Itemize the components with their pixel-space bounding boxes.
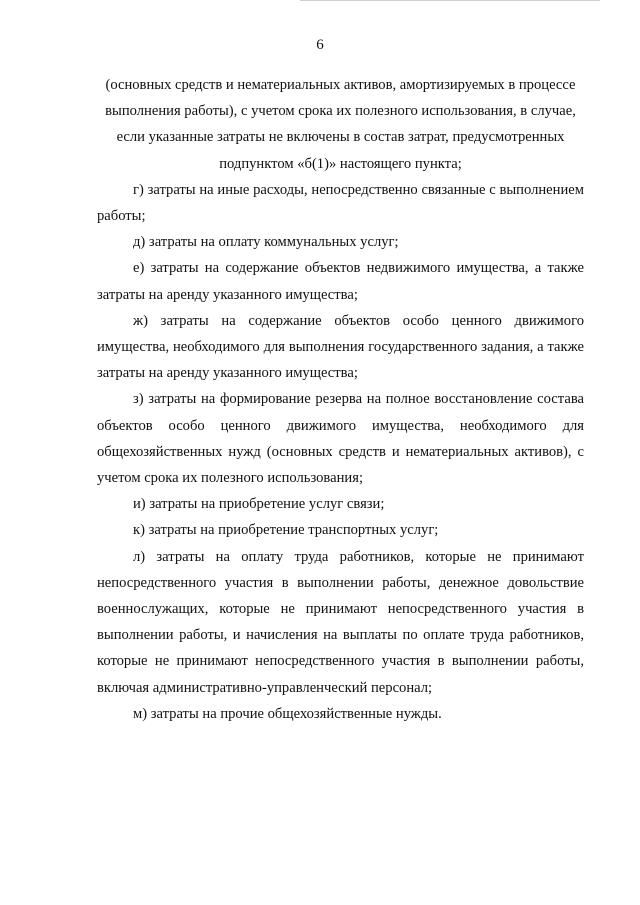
paragraph-d: д) затраты на оплату коммунальных услуг; bbox=[133, 234, 399, 251]
paragraph-i: и) затраты на приобретение услуг связи; bbox=[133, 496, 385, 513]
document-body bbox=[97, 72, 584, 727]
page-number: 6 bbox=[316, 37, 324, 53]
paragraph-g: г) затраты на иные расходы, непосредственно связанные с выполнением работы; bbox=[97, 181, 584, 225]
paragraph-k: к) затраты на приобретение транспортных услуг; bbox=[133, 522, 439, 539]
paragraph-e: е) затраты на содержание объектов недвижимого имущества, а также затраты на аренду указанного имущества; bbox=[97, 260, 584, 303]
paragraph-continuation: (основных средств и нематериальных активов, амортизируемых в процессе выполнения работы), с учетом срока их полезного использования, в случае, если указанные затраты не включены в состав затрат, предусмотренных подпунктом «б(1)» настоящего пункта; bbox=[105, 77, 576, 172]
paragraph-l: л) затраты на оплату труда работников, которые не принимают непосредственного участия в выполнении работы, денежное довольствие военнослужащих, которые не принимают непосредственного участия в выполнении работы, и начисления на выплаты по оплате труда работников, которые не принимают непосредственного участия в выполнении работы, включая административно-управленческий персонал; bbox=[97, 548, 584, 696]
paragraph-zh: ж) затраты на содержание объектов особо ценного движимого имущества, необходимого для выполнения государственного задания, а также затраты на аренду указанного имущества; bbox=[97, 312, 584, 382]
scan-edge-line bbox=[300, 0, 600, 1]
paragraph-z: з) затраты на формирование резерва на полное восстановление состава объектов особо ценного движимого имущества, необходимого для общехозяйственных нужд (основных средств и нематериальных активов), с учетом срока их полезного использования; bbox=[97, 391, 584, 487]
paragraph-m: м) затраты на прочие общехозяйственные нужды. bbox=[133, 705, 442, 722]
